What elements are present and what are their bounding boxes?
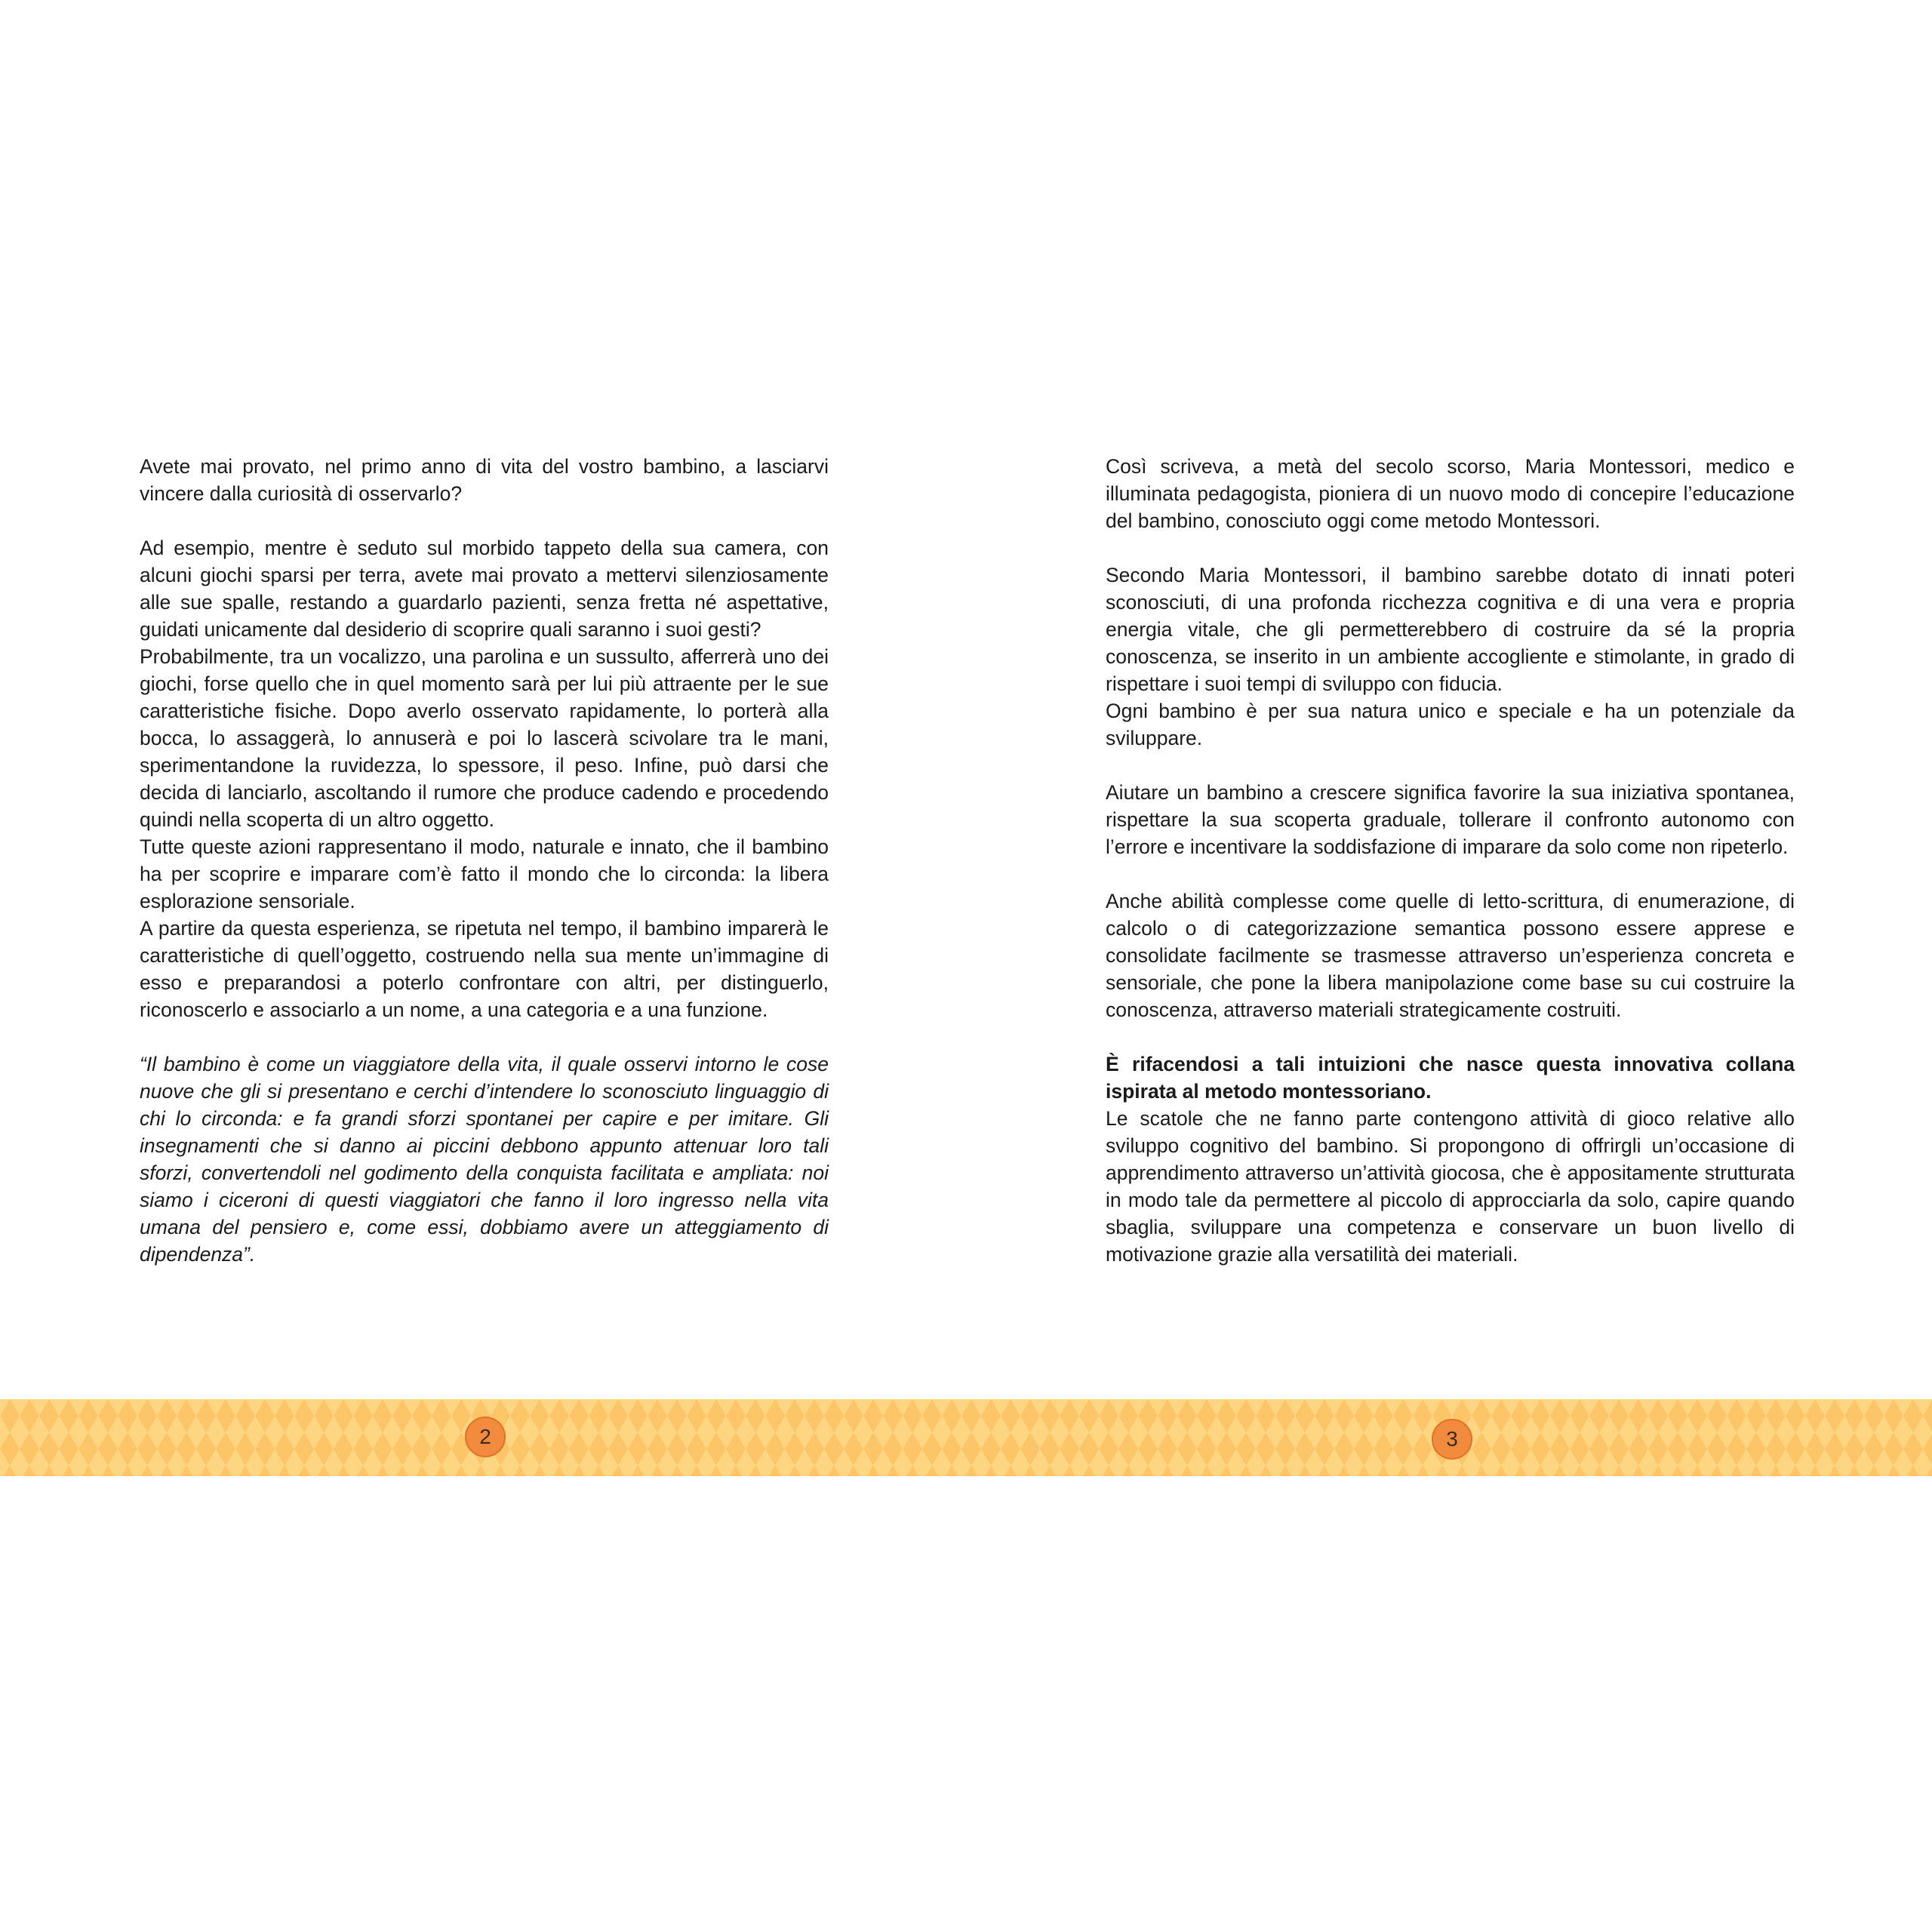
paragraph: Ad esempio, mentre è seduto sul morbido tappeto della sua camera, con alcuni giochi sparsi per terra, avete mai provato a mettervi silenziosamente alle sue spalle, restando a guardarlo pazienti, senza fretta né aspettative, guidati unicamente dal desiderio di scoprire quali saranno i suoi gesti? [140,537,829,641]
paragraph: Ogni bambino è per sua natura unico e speciale e ha un potenziale da sviluppare. [1106,700,1795,749]
paragraph: Secondo Maria Montessori, il bambino sarebbe dotato di innati poteri sconosciuti, di una profonda ricchezza cognitiva e di una vera e propria energia vitale, che gli permetterebbero di costruire da sé la propria conoscenza, se inserito in un ambiente accogliente e stimolante, in grado di rispettare i suoi tempi di sviluppo con fiducia. [1106,564,1795,695]
right-page-text [1106,453,1795,1268]
paragraph: Probabilmente, tra un vocalizzo, una parolina e un sussulto, afferrerà uno dei giochi, forse quello che in quel momento sarà per lui più attraente per le sue caratteristiche fisiche. Dopo averlo osservato rapidamente, lo porterà alla bocca, lo assaggerà, lo annuserà e poi lo lascerà scivolare tra le mani, sperimentandone la ruvidezza, lo spessore, il peso. Infine, può darsi che decida di lanciarlo, ascoltando il rumore che produce cadendo e procedendo quindi nella scoperta di un altro oggetto. [140,645,829,831]
paragraph: Le scatole che ne fanno parte contengono attività di gioco relative allo sviluppo cognitivo del bambino. Si propongono di offrirgli un’occasione di apprendimento attraverso un’attività giocosa, che è appositamente strutturata in modo tale da permettere al piccolo di approcciarla da solo, capire quando sbaglia, sviluppare una competenza e conservare un buon livello di motivazione grazie alla versatilità dei materiali. [1106,1107,1795,1266]
paragraph: Anche abilità complesse come quelle di letto-scrittura, di enumerazione, di calcolo o di categorizzazione semantica possono essere apprese e consolidate facilmente se trasmesse attraverso un’esperienza concreta e sensoriale, che pone la libera manipolazione come base su cui costruire la conoscenza, attraverso materiali strategicamente costruiti. [1106,890,1795,1021]
paragraph: Così scriveva, a metà del secolo scorso, Maria Montessori, medico e illuminata pedagogista, pioniera di un nuovo modo di concepire l’educazione del bambino, conosciuto oggi come metodo Montessori. [1106,455,1795,532]
decorative-footer-band [0,1399,1932,1476]
paragraph: Tutte queste azioni rappresentano il modo, naturale e innato, che il bambino ha per scoprire e imparare com’è fatto il mondo che lo circonda: la libera esplorazione sensoriale. [140,835,829,912]
page-number-right: 3 [1432,1419,1472,1460]
bold-heading: È rifacendosi a tali intuizioni che nasce questa innovativa collana ispirata al metodo montessoriano. [1106,1053,1795,1103]
left-page-text [140,453,829,1268]
paragraph: Aiutare un bambino a crescere significa favorire la sua iniziativa spontanea, rispettare la sua scoperta graduale, tollerare il confronto autonomo con l’errore e incentivare la soddisfazione di imparare da solo come non ripeterlo. [1106,781,1795,858]
paragraph: A partire da questa esperienza, se ripetuta nel tempo, il bambino imparerà le caratteristiche di quell’oggetto, costruendo nella sua mente un’immagine di esso e preparandosi a poterlo confrontare con altri, per distinguerlo, riconoscerlo e associarlo a un nome, a una categoria e a una funzione. [140,917,829,1021]
montessori-quote: “Il bambino è come un viaggiatore della vita, il quale osservi intorno le cose nuove che gli si presentano e cerchi d’intendere lo sconosciuto linguaggio di chi lo circonda: e fa grandi sforzi spontanei per capire e per imitare. Gli insegnamenti che si danno ai piccini debbono appunto attenuar loro tali sforzi, convertendoli nel godimento della conquista facilitata e ampliata: noi siamo i ciceroni di questi viaggiatori che fanno il loro ingresso nella vita umana del pensiero e, come essi, dobbiamo avere un atteggiamento di dipendenza”. [140,1053,829,1266]
paragraph: Avete mai provato, nel primo anno di vita del vostro bambino, a lasciarvi vincere dalla curiosità di osservarlo? [140,455,829,505]
page-number-left: 2 [465,1417,506,1457]
